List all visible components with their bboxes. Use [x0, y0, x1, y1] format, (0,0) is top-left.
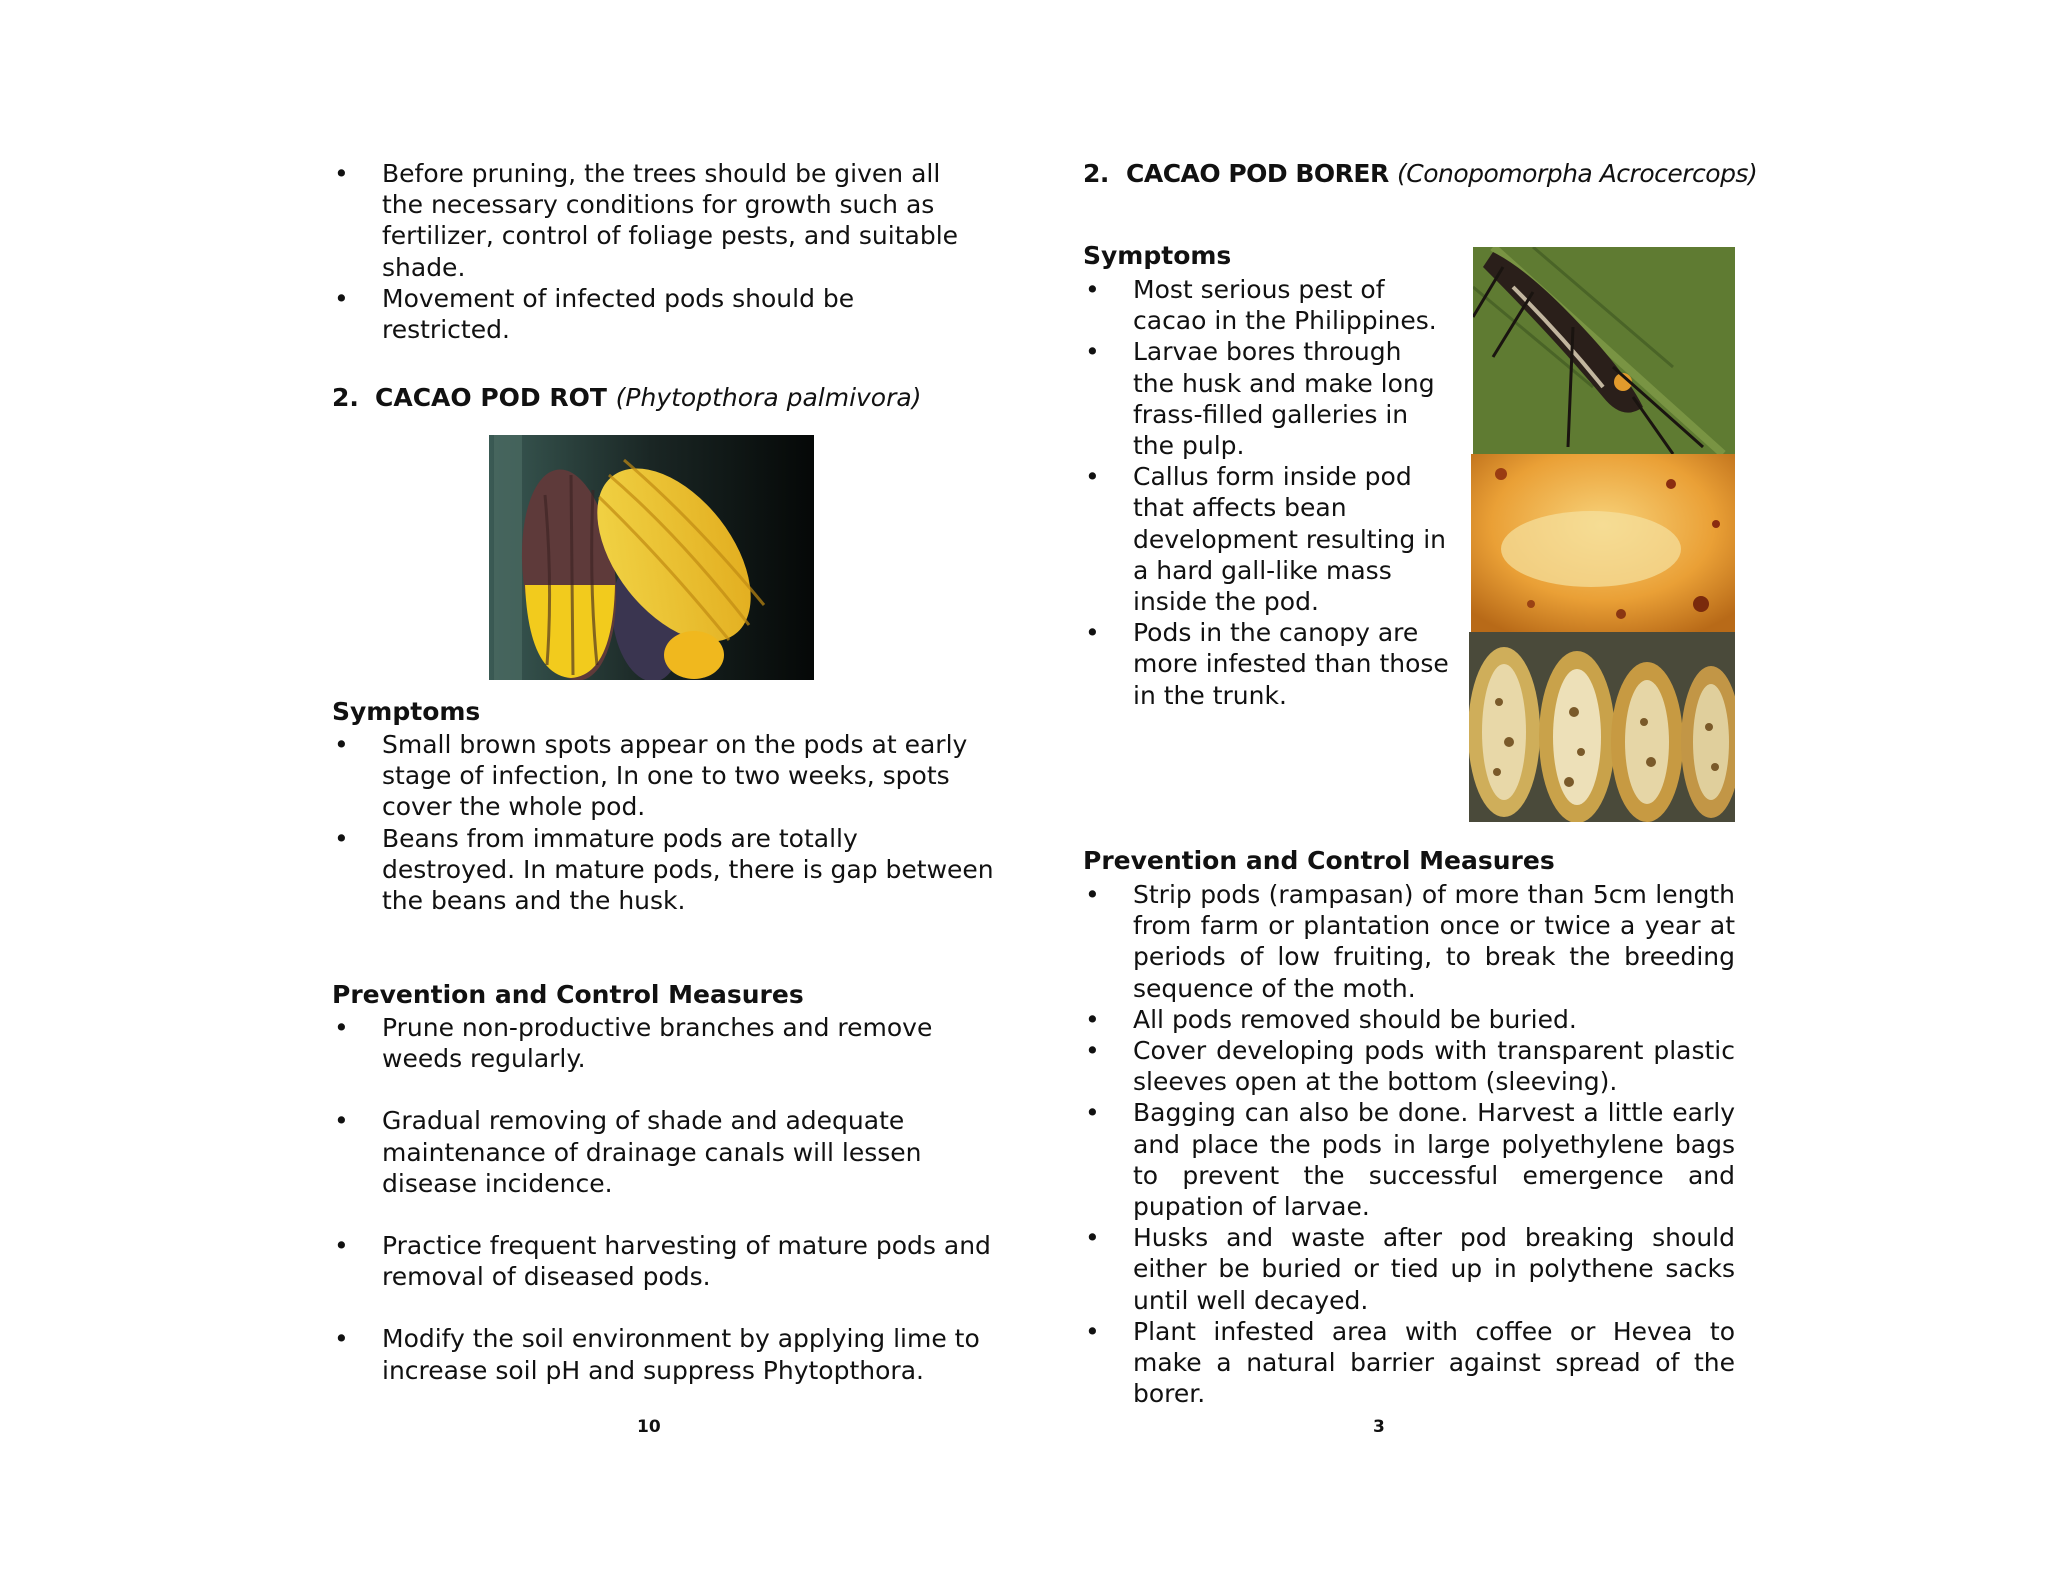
- prevention-heading: Prevention and Control Measures: [332, 980, 804, 1009]
- pod-borer-moth-photo: [1473, 247, 1735, 454]
- list-item: • Pods in the canopy are more infested than those in the trunk.: [1085, 617, 1450, 711]
- list-item: • Larvae bores through the husk and make long frass-filled galleries in the pulp.: [1085, 336, 1450, 461]
- gall-illustration: [1471, 454, 1735, 632]
- list-item: • Small brown spots appear on the pods at early stage of infection, In one to two weeks, spots cover the whole pod.: [334, 729, 994, 823]
- intro-bullet-list: [334, 158, 974, 345]
- section-heading-pod-borer: [1083, 158, 1757, 189]
- page-number: 10: [637, 1417, 661, 1437]
- moth-illustration: [1473, 247, 1735, 454]
- list-item: • Bagging can also be done. Harvest a little early and place the pods in large polyethylene bags to prevent the successful emergence and pupation of larvae.: [1085, 1097, 1735, 1222]
- symptoms-list: [1085, 274, 1450, 711]
- list-item: • All pods removed should be buried.: [1085, 1004, 1735, 1035]
- list-item: • Before pruning, the trees should be given all the necessary conditions for growth such as fertilizer, control of foliage pests, and suitable shade.: [334, 158, 974, 283]
- list-item: • Prune non-productive branches and remove weeds regularly.: [334, 1012, 994, 1074]
- list-item: • Beans from immature pods are totally destroyed. In mature pods, there is gap between the beans and the husk.: [334, 823, 994, 917]
- list-item: • Movement of infected pods should be restricted.: [334, 283, 974, 345]
- section-title: CACAO POD ROT: [375, 383, 607, 412]
- cacao-pod-rot-photo: [489, 435, 814, 680]
- symptoms-heading: Symptoms: [1083, 241, 1232, 270]
- list-item: • Practice frequent harvesting of mature pods and removal of diseased pods.: [334, 1230, 994, 1292]
- prevention-heading: Prevention and Control Measures: [1083, 846, 1555, 875]
- list-item: • Gradual removing of shade and adequate maintenance of drainage canals will lessen disease incidence.: [334, 1105, 994, 1199]
- list-item: • Callus form inside pod that affects bean development resulting in a hard gall-like mass inside the pod.: [1085, 461, 1450, 617]
- list-item: • Most serious pest of cacao in the Philippines.: [1085, 274, 1450, 336]
- list-item: • Plant infested area with coffee or Hevea to make a natural barrier against spread of the borer.: [1085, 1316, 1735, 1410]
- symptoms-heading: Symptoms: [332, 697, 481, 726]
- section-title: CACAO POD BORER: [1126, 159, 1389, 188]
- list-item: • Husks and waste after pod breaking should either be buried or tied up in polythene sacks until well decayed.: [1085, 1222, 1735, 1316]
- list-item: • Modify the soil environment by applying lime to increase soil pH and suppress Phytopthora.: [334, 1323, 994, 1385]
- infested-pods-photo: [1469, 632, 1735, 822]
- prevention-list: [1085, 879, 1735, 1409]
- list-item: • Strip pods (rampasan) of more than 5cm length from farm or plantation once or twice a year at periods of low fruiting, to break the breeding sequence of the moth.: [1085, 879, 1735, 1004]
- symptoms-list: [334, 729, 994, 916]
- section-number: 2.: [332, 383, 359, 412]
- page-number: 3: [1373, 1417, 1385, 1437]
- prevention-list: [334, 1012, 994, 1386]
- section-heading-pod-rot: [332, 382, 921, 413]
- infested-pods-illustration: [1469, 632, 1735, 822]
- section-number: 2.: [1083, 159, 1109, 188]
- list-item: • Cover developing pods with transparent plastic sleeves open at the bottom (sleeving).: [1085, 1035, 1735, 1097]
- pod-borer-gall-photo: [1471, 454, 1735, 632]
- scientific-name: (Phytopthora palmivora): [615, 383, 922, 412]
- pod-rot-illustration: [489, 435, 814, 680]
- scientific-name: (Conopomorpha Acrocercops): [1396, 159, 1758, 188]
